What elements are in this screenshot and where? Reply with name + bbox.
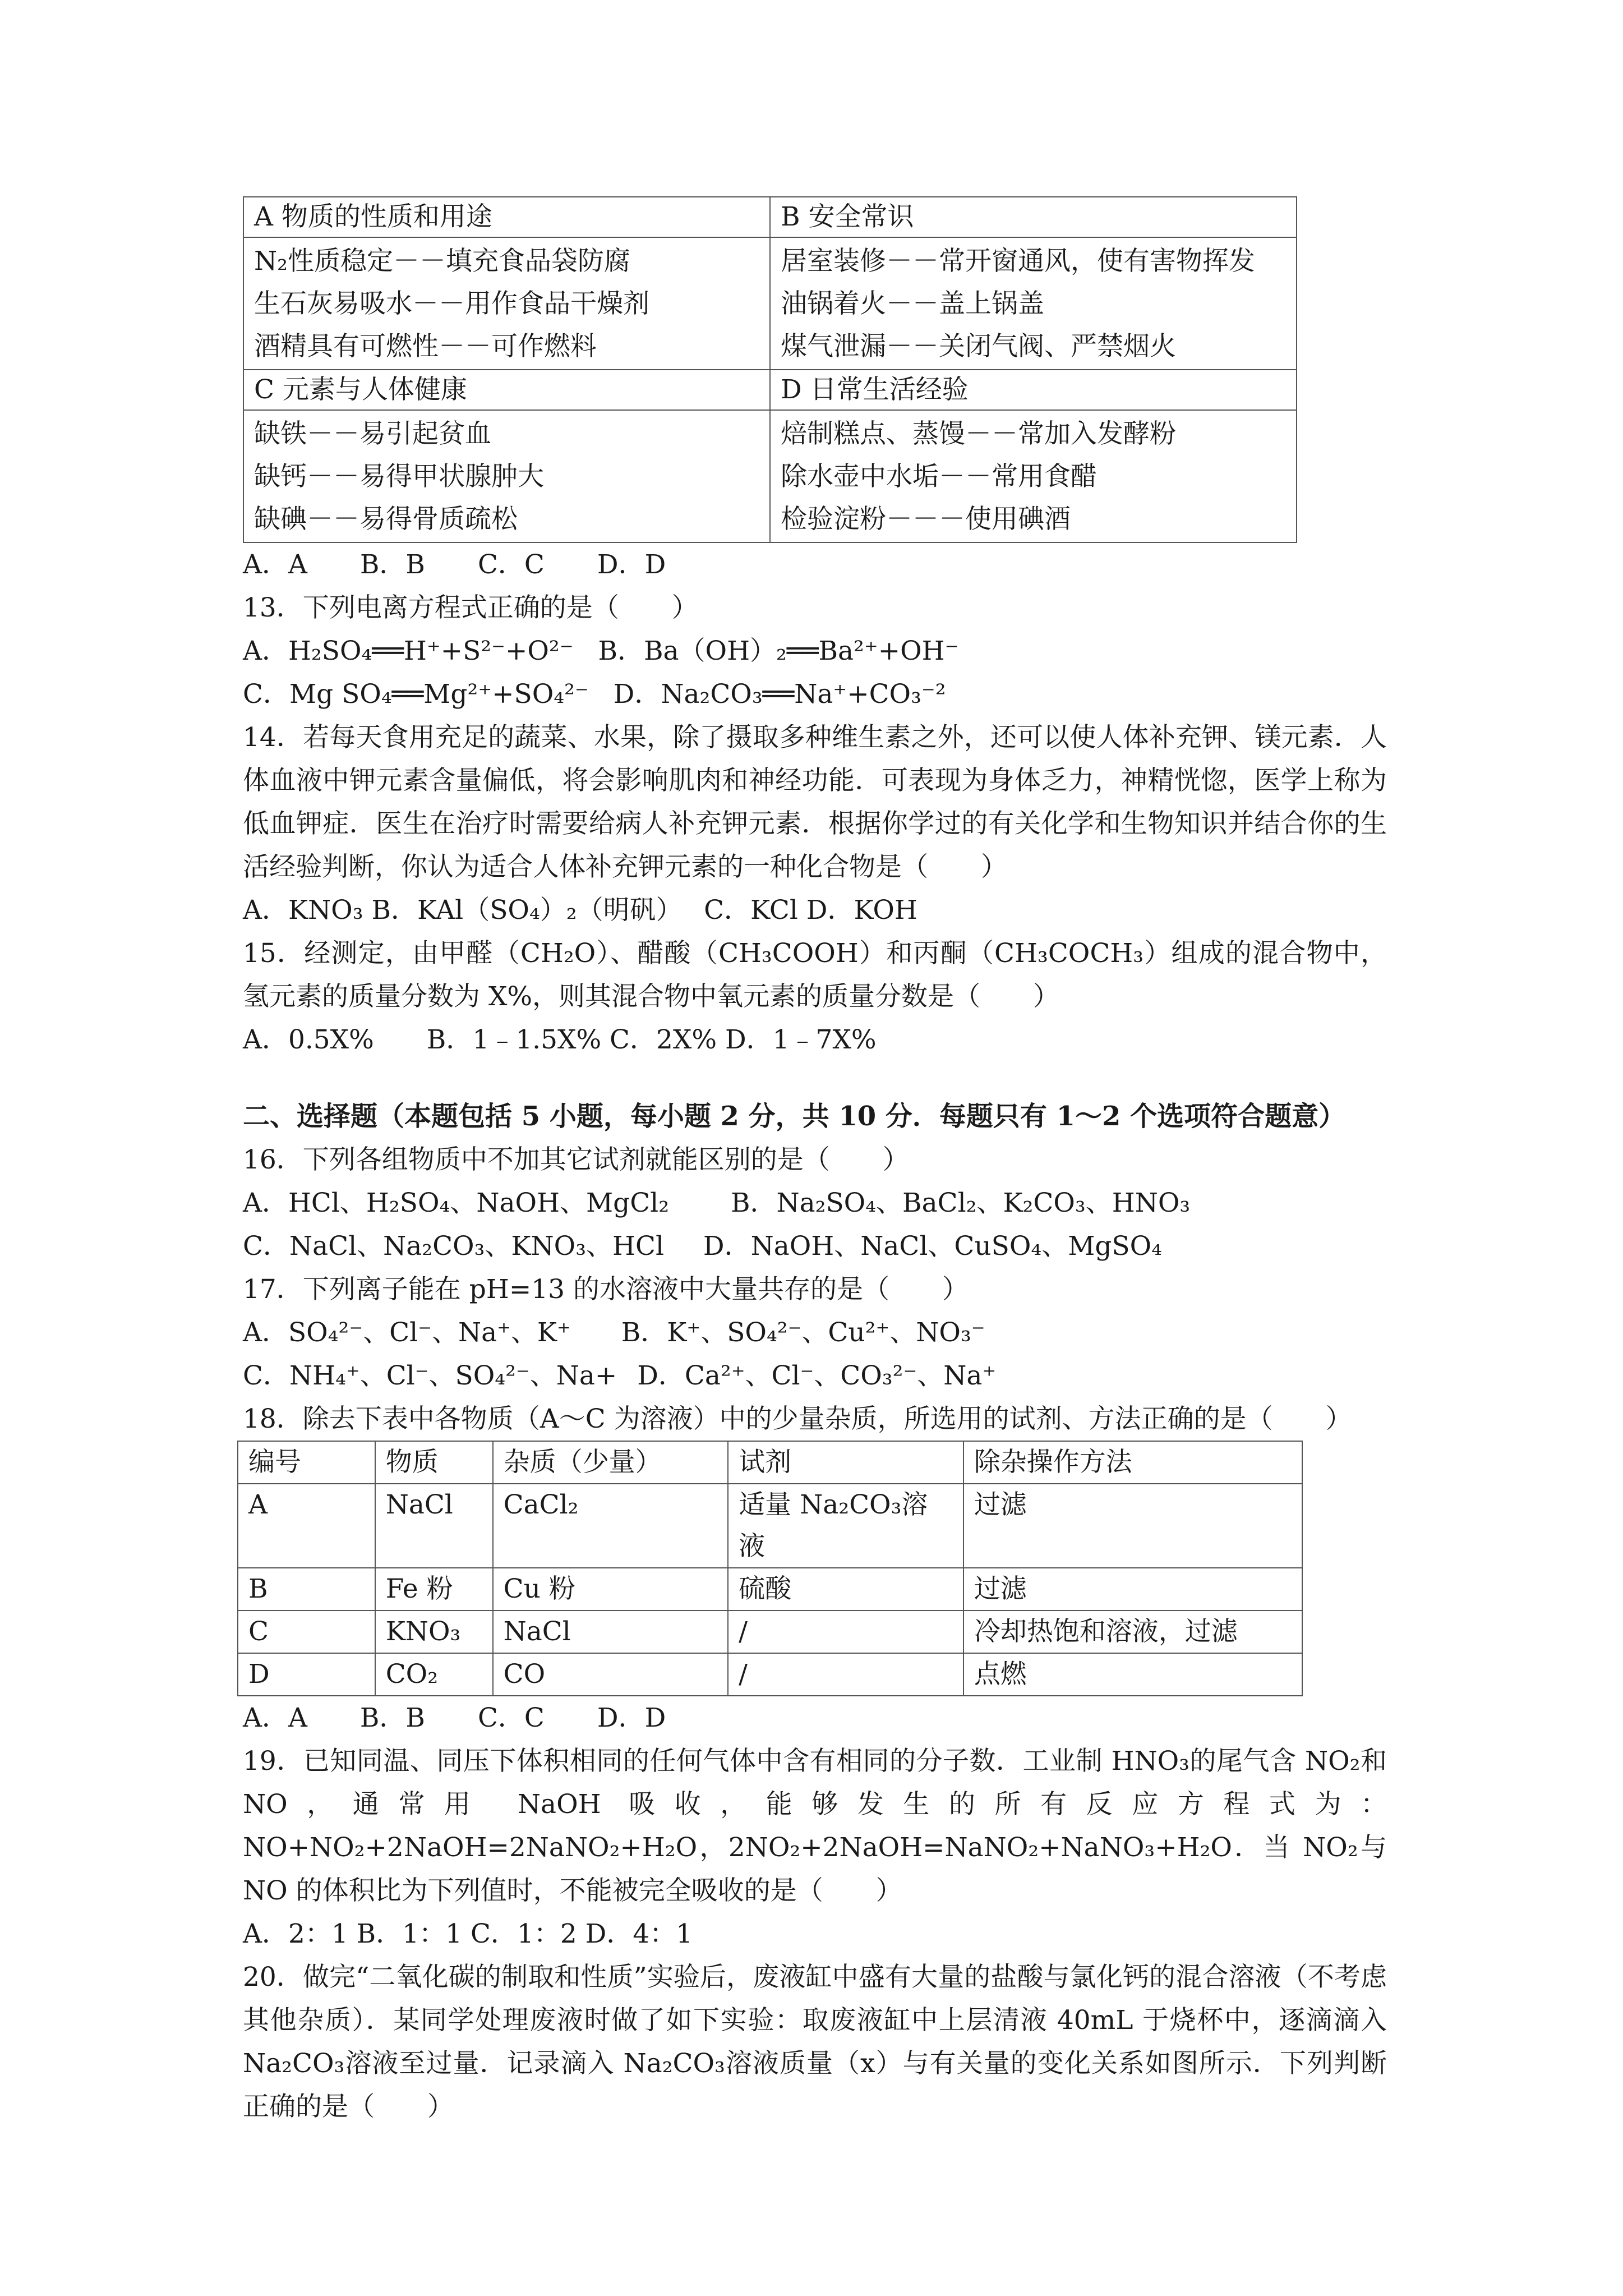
table-cell: 适量 Na₂CO₃溶液 [728, 1484, 963, 1568]
table-header-cell: 除杂操作方法 [963, 1441, 1302, 1484]
q13-option-d: D．Na₂CO₃══Na⁺+CO₃⁻² [613, 679, 946, 710]
q18-table [237, 1441, 1303, 1696]
table-cell-c-head: C 元素与人体健康 [243, 370, 770, 410]
table-cell: D [238, 1653, 375, 1696]
q16-option-c: C．NaCl、Na₂CO₃、KNO₃、HCl [243, 1231, 665, 1262]
table-cell-line: 焙制糕点、蒸馒－－常加入发酵粉 [781, 418, 1176, 449]
q16-stem: 16．下列各组物质中不加其它试剂就能区别的是（ ） [243, 1144, 909, 1175]
q16-option-a: A．HCl、H₂SO₄、NaOH、MgCl₂ [243, 1188, 670, 1218]
q17-option-c: C．NH₄⁺、Cl⁻、SO₄²⁻、Na+ [243, 1360, 617, 1391]
q17-option-d: D．Ca²⁺、Cl⁻、CO₃²⁻、Na⁺ [637, 1360, 997, 1391]
table-cell: 过滤 [963, 1484, 1302, 1568]
table-cell: NaCl [493, 1611, 728, 1653]
q13-options-row-2 [243, 673, 1387, 716]
q16-option-d: D．NaOH、NaCl、CuSO₄、MgSO₄ [703, 1231, 1162, 1262]
table-cell-c-body [243, 410, 770, 542]
table-cell-line: 煤气泄漏－－关闭气阀、严禁烟火 [781, 331, 1176, 362]
table-cell-line: 酒精具有可燃性－－可作燃料 [254, 331, 597, 362]
q16-options-row-2 [243, 1225, 1387, 1268]
table-cell-a-body [243, 237, 770, 370]
section-2-heading: 二、选择题（本题包括 5 小题，每小题 2 分，共 10 分．每题只有 1～2 个选项符合题意） [243, 1101, 1346, 1132]
table-cell-a-head: A 物质的性质和用途 [243, 197, 770, 237]
table-row [238, 1653, 1302, 1696]
table-cell-line: 居室装修－－常开窗通风，使有害物挥发 [781, 246, 1255, 277]
q15-options: A．0.5X% B．1﹣1.5X% C．2X% D．1﹣7X% [243, 1024, 877, 1055]
table-cell: CaCl₂ [493, 1484, 728, 1568]
table-cell: B [238, 1568, 375, 1611]
table-cell-line: 油锅着火－－盖上锅盖 [781, 288, 1044, 319]
table-header-cell: 杂质（少量） [493, 1441, 728, 1484]
table-cell: 过滤 [963, 1568, 1302, 1611]
table-cell-line: 缺钙－－易得甲状腺肿大 [254, 461, 544, 492]
q19-stem: 19．已知同温、同压下体积相同的任何气体中含有相同的分子数．工业制 HNO₃的尾气含 NO₂和 NO，通常用 NaOH 吸收，能够发生的所有反应方程式为：NO+NO₂+2NaOH=2NaNO₂+H₂O，2NO₂+2NaOH=NaNO₂+NaNO₃+H₂O．当 NO₂与 NO 的体积比为下列值时，不能被完全吸收的是（ ） [243, 1746, 1387, 1906]
table-cell: CO₂ [375, 1653, 493, 1696]
q13-stem: 13．下列电离方程式正确的是（ ） [243, 592, 698, 623]
table-cell: / [728, 1611, 963, 1653]
table-cell: / [728, 1653, 963, 1696]
table-cell-line: 生石灰易吸水－－用作食品干燥剂 [254, 288, 649, 319]
q14-options: A．KNO₃ B．KAl（SO₄）₂（明矾） C．KCl D．KOH [243, 895, 917, 926]
q16-options-row-1 [243, 1181, 1387, 1225]
q17-options-row-2 [243, 1354, 1387, 1397]
table-cell: Fe 粉 [375, 1568, 493, 1611]
table-cell-b-body [770, 237, 1297, 370]
table-cell: 硫酸 [728, 1568, 963, 1611]
table-cell: Cu 粉 [493, 1568, 728, 1611]
table-cell-line: 检验淀粉－－－使用碘酒 [781, 504, 1071, 535]
table-cell-line: 缺铁－－易引起贫血 [254, 418, 491, 449]
q17-stem: 17．下列离子能在 pH=13 的水溶液中大量共存的是（ ） [243, 1274, 969, 1305]
table-cell: KNO₃ [375, 1611, 493, 1653]
q12-options-table [243, 196, 1297, 543]
table-header-cell: 试剂 [728, 1441, 963, 1484]
table-row [238, 1568, 1302, 1611]
table-cell-d-head: D 日常生活经验 [770, 370, 1297, 410]
q17-option-b: B．K⁺、SO₄²⁻、Cu²⁺、NO₃⁻ [621, 1317, 985, 1348]
table-cell-line: 除水壶中水垢－－常用食醋 [781, 461, 1097, 492]
table-cell: NaCl [375, 1484, 493, 1568]
q13-option-b: B．Ba（OH）₂══Ba²⁺+OH⁻ [598, 636, 959, 666]
q18-stem: 18．除去下表中各物质（A～C 为溶液）中的少量杂质，所选用的试剂、方法正确的是（ ） [243, 1404, 1352, 1434]
q13-option-c: C．Mg SO₄══Mg²⁺+SO₄²⁻ [243, 679, 589, 710]
table-cell-b-head: B 安全常识 [770, 197, 1297, 237]
q17-option-a: A．SO₄²⁻、Cl⁻、Na⁺、K⁺ [243, 1317, 571, 1348]
table-cell-line: N₂性质稳定－－填充食品袋防腐 [254, 246, 630, 277]
q13-option-a: A．H₂SO₄══H⁺+S²⁻+O²⁻ [243, 636, 574, 666]
q14-stem: 14．若每天食用充足的蔬菜、水果，除了摄取多种维生素之外，还可以使人体补充钾、镁元素．人体血液中钾元素含量偏低，将会影响肌肉和神经功能．可表现为身体乏力，神精恍惚，医学上称为低血钾症．医生在治疗时需要给病人补充钾元素．根据你学过的有关化学和生物知识并结合你的生活经验判断，你认为适合人体补充钾元素的一种化合物是（ ） [243, 722, 1387, 882]
q20-stem: 20．做完“二氧化碳的制取和性质”实验后，废液缸中盛有大量的盐酸与氯化钙的混合溶液（不考虑其他杂质）．某同学处理废液时做了如下实验：取废液缸中上层清液 40mL 于烧杯中，逐滴滴入 Na₂CO₃溶液至过量．记录滴入 Na₂CO₃溶液质量（x）与有关量的变化关系如图所示．下列判断正确的是（ ） [243, 1962, 1387, 2122]
table-cell: 冷却热饱和溶液，过滤 [963, 1611, 1302, 1653]
table-cell: 点燃 [963, 1653, 1302, 1696]
q13-options-row-1 [243, 629, 1387, 673]
q16-option-b: B．Na₂SO₄、BaCl₂、K₂CO₃、HNO₃ [730, 1188, 1191, 1218]
table-cell-d-body [770, 410, 1297, 542]
table-cell: C [238, 1611, 375, 1653]
table-header-cell: 编号 [238, 1441, 375, 1484]
q15-stem: 15．经测定，由甲醛（CH₂O）、醋酸（CH₃COOH）和丙酮（CH₃COCH₃）组成的混合物中，氢元素的质量分数为 X%，则其混合物中氧元素的质量分数是（ ） [243, 938, 1387, 1012]
table-cell-line: 缺碘－－易得骨质疏松 [254, 504, 518, 535]
q18-options: A．A B．B C．C D．D [243, 1703, 666, 1733]
table-row [238, 1484, 1302, 1568]
table-cell: A [238, 1484, 375, 1568]
table-cell: CO [493, 1653, 728, 1696]
q19-options: A．2：1 B．1：1 C．1：2 D．4：1 [243, 1918, 693, 1949]
page-content [243, 196, 1387, 2128]
table-header-cell: 物质 [375, 1441, 493, 1484]
table-header-row [238, 1441, 1302, 1484]
q12-options: A．A B．B C．C D．D [243, 549, 666, 580]
table-row [238, 1611, 1302, 1653]
q17-options-row-1 [243, 1311, 1387, 1354]
